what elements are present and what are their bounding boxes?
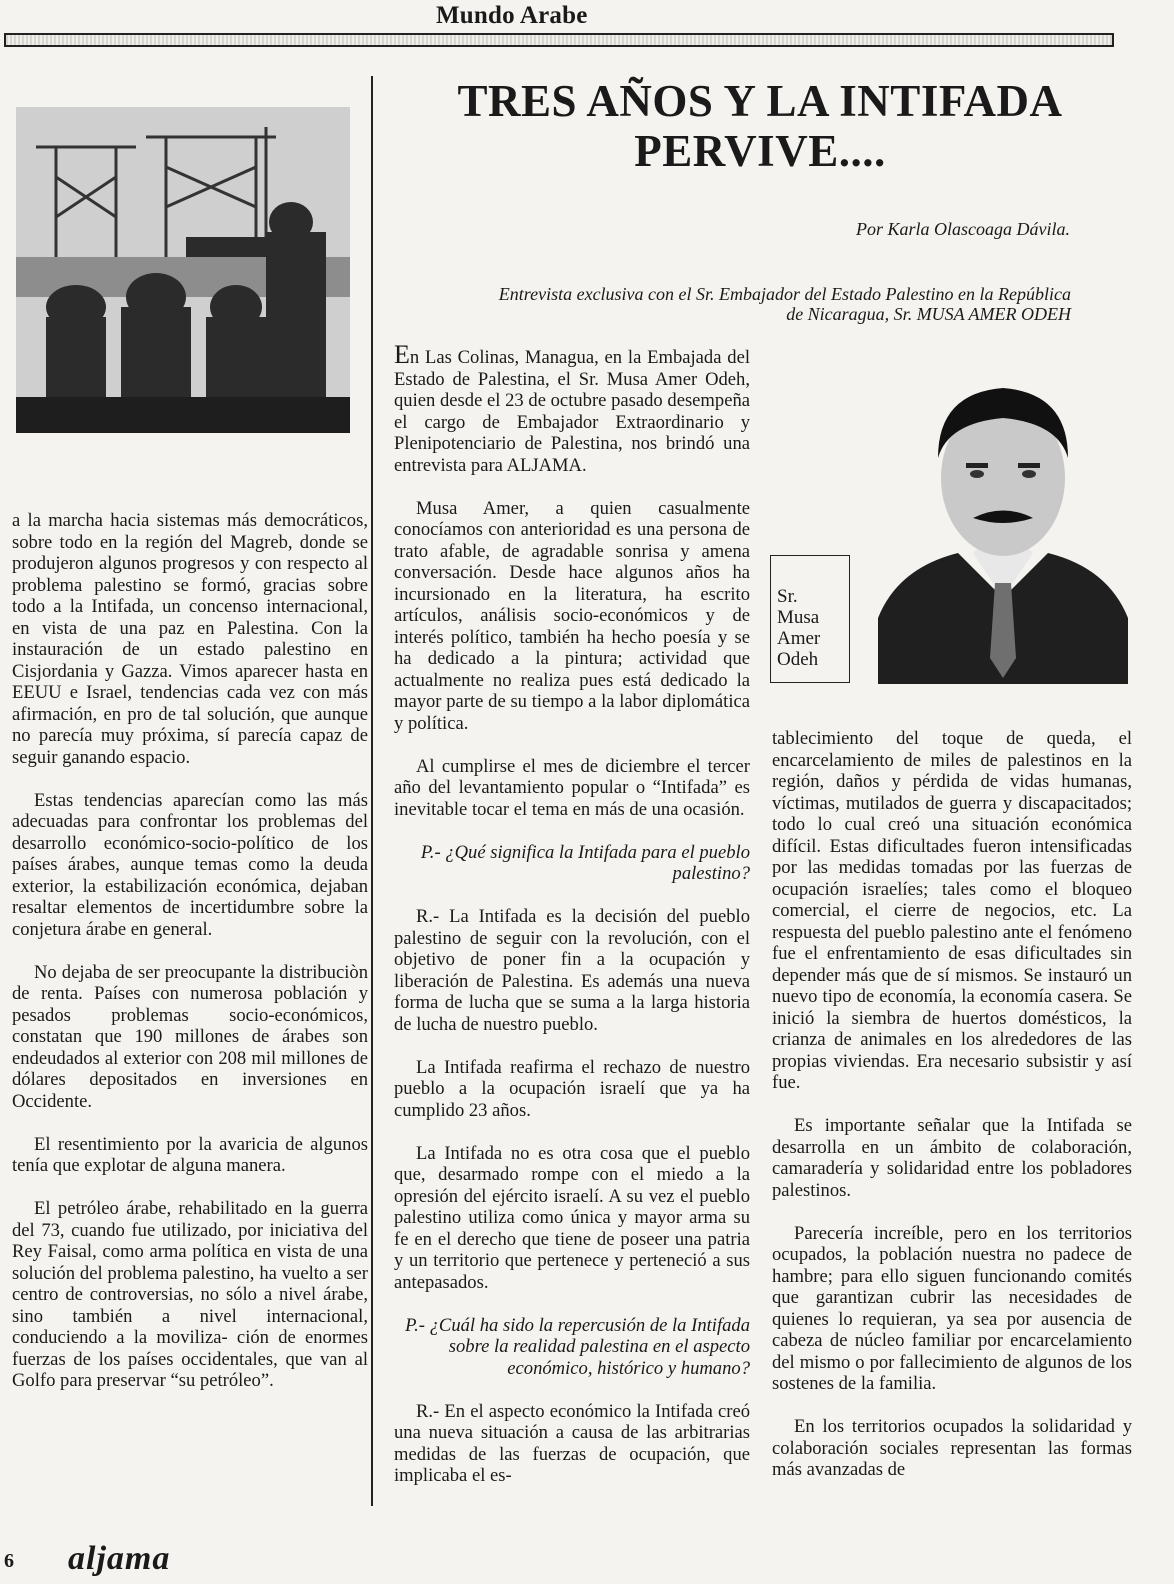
portrait-photo (878, 368, 1128, 684)
paragraph: El resentimiento por la avaricia de algunos tenía que explotar de alguna manera. (12, 1133, 368, 1176)
paragraph: La Intifada reafirma el rechazo de nuestro pueblo a la ocupación israelí que ya ha cumplido 23 años. (394, 1056, 750, 1121)
paragraph: Parecería increíble, pero en los territorios ocupados, la población nuestra no padece de hambre; para ello siguen funcionando comités que garantizan cubrir las necesidades de quienes lo requieran, ya sea por ausencia de cabeza de núcleo familiar por encarcelamiento del mismo o por fallecimiento de algunos de los sostenes de la familia. (772, 1222, 1132, 1394)
article-intro (390, 284, 1071, 324)
paragraph: a la marcha hacia sistemas más democráticos, sobre todo en la región del Magreb, donde se produjeron algunos progresos y con respecto al problema palestino se formó, gracias sobre todo a la Intifada, un concenso internacional, en vista de una paz en Palestina. Con la instauración de un estado palestino en Cisjordania y Gazza. Vimos aparecer hasta en EEUU e Israel, tendencias cada vez con más afirmación, en pro de tal solución, que aunque no parecía muy próxima, sí parecía capaz de seguir ganando espacio. (12, 510, 368, 768)
title-line-1: TRES AÑOS Y LA INTIFADA (457, 76, 1063, 126)
paragraph: Musa Amer, a quien casualmente conocíamos con anterioridad es una persona de trato afable, de agradable sonrisa y amena conversación. Desde hace algunos años ha incursionado en la literatura, ha escrito artículos, análisis socio-económicos y de interés político, también ha hecho poesía y se ha dedicado a la pintura; actividad que actualmente no realiza pues está dedicado la mayor parte de su tiempo a la labor diplomática y política. (394, 497, 750, 734)
column-rule (371, 76, 373, 1506)
paragraph: En Las Colinas, Managua, en la Embajada del Estado de Palestina, el Sr. Musa Amer Odeh, quien desde el 23 de octubre pasado desempeña el cargo de Embajador Extraordinario y Plenipotenciario de Palestina, nos brindó una entrevista para ALJAMA. (394, 340, 750, 476)
soldiers-photo (16, 107, 350, 433)
column-right (772, 728, 1132, 1502)
paragraph: No dejaba de ser preocupante la distribuciòn de renta. Países con numerosa población y pesados problemas socio-económicos, constatan que 190 millones de árabes son endeudados al exterior con 208 mil millones de dólares depositados en inversiones en Occidente. (12, 961, 368, 1112)
intro-line-2: de Nicaragua, Sr. MUSA AMER ODEH (786, 304, 1071, 324)
question: P.- ¿Cuál ha sido la repercusión de la Intifada sobre la realidad palestina en el aspecto económico, histórico y humano? (405, 1314, 750, 1379)
paragraph: El petróleo árabe, rehabilitado en la guerra del 73, cuando fue utilizado, por iniciativa del Rey Faisal, como arma política en vista de una solución del problema palestino, ha vuelto a ser centro de controversias, no sólo a nivel árabe, sino también a nivel internacional, conduciendo a la moviliza- ción de enormes fuerzas de los países occidentales, que van al Golfo para preservar “su petróleo”. (12, 1198, 368, 1391)
paragraph: Estas tendencias aparecían como las más adecuadas para confrontar los problemas del desarrollo económico-socio-político de los países árabes, aunque temas como la deuda exterior, la estabilización económica, dejaban resaltar elementos de incertidumbre sobre la conjetura árabe en general. (12, 789, 368, 940)
paragraph: R.- En el aspecto económico la Intifada creó una nueva situación a causa de las arbitrarias medidas de las fuerzas de ocupación, que implicaba el es- (394, 1400, 750, 1486)
page-number: 6 (4, 1550, 14, 1572)
drop-cap: E (394, 340, 410, 369)
section-title: Mundo Arabe (436, 2, 588, 29)
title-line-2: PERVIVE.... (634, 126, 886, 176)
paragraph: En los territorios ocupados la solidaridad y colaboración sociales representan las formas más avanzadas de (772, 1416, 1132, 1480)
intro-line-1: Entrevista exclusiva con el Sr. Embajador del Estado Palestino en la República (498, 284, 1071, 304)
paragraph: Al cumplirse el mes de diciembre el tercer año del levantamiento popular o “Intifada” es inevitable tocar el tema en más de una ocasión. (394, 755, 750, 820)
byline: Por Karla Olascoaga Dávila. (856, 219, 1070, 239)
paragraph: La Intifada no es otra cosa que el pueblo que, desarmado rompe con el miedo a la opresión del ejército israelí. A su vez el pueblo palestino utiliza como única y mayor arma su fe en el derecho que tiene de poseer una patria y un territorio que pertenece y perteneció a sus antepasados. (394, 1142, 750, 1293)
photo-caption: Sr. Musa Amer Odeh (770, 555, 850, 683)
paragraph: tablecimiento del toque de queda, el encarcelamiento de miles de palestinos en la región, daños y pérdida de vidas humanas, víctimas, mutilados de guerra y discapacitados; todo lo cual creó una situación económica difícil. Estas dificultades fueron intensificadas por las medidas tomadas por las fuerzas de ocupación israelíes; tales como el bloqueo comercial, el cierre de negocios, etc. La respuesta del pueblo palestino ante el fenómeno fue el enfrentamiento de esas dificultades sin depender más que de sí mismos. Se instauró un nuevo tipo de economía, la economía casera. Se inició la siembra de huertos domésticos, la crianza de animales en los alrededores de las propias viviendas. Era necesario subsistir y así fue. (772, 728, 1132, 1093)
column-left (12, 510, 368, 1413)
paragraph: Es importante señalar que la Intifada se desarrolla en un ámbito de colaboración, camaradería y solidaridad entre los pobladores palestinos. (772, 1115, 1132, 1201)
section-header-bar (4, 33, 1114, 47)
paragraph: R.- La Intifada es la decisión del pueblo palestino de seguir con la revolución, con el objetivo de poner fin a la ocupación y liberación de Palestina. Es además una nueva forma de lucha que se suma a la larga historia de lucha de nuestro pueblo. (394, 906, 750, 1035)
article-title (400, 76, 1120, 176)
question: P.- ¿Qué significa la Intifada para el pueblo palestino? (420, 841, 750, 884)
magazine-logo: aljama (68, 1540, 171, 1577)
column-middle (394, 340, 750, 1508)
